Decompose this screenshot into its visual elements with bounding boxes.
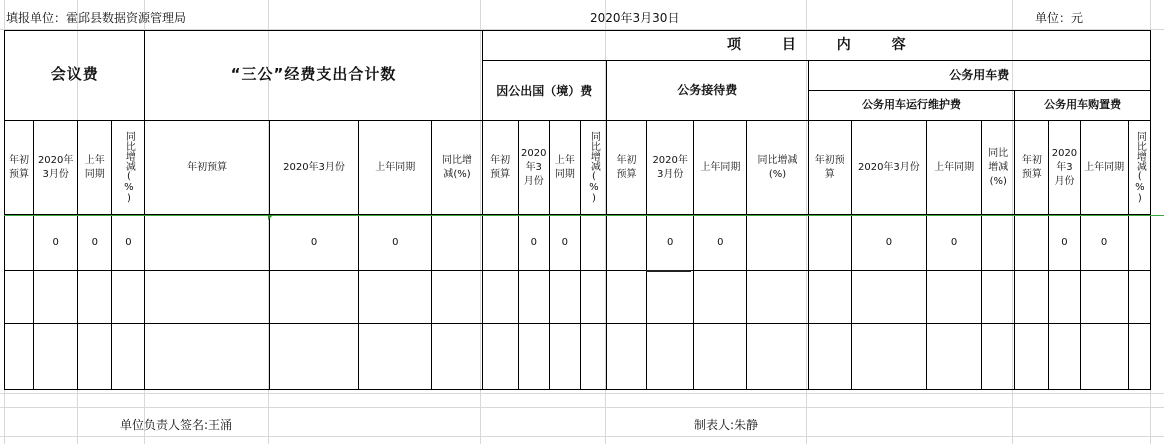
cell[interactable] [1049, 271, 1080, 324]
col-purchase-budget: 年初预算 [1015, 121, 1049, 215]
col-maintain-budget: 年初预算 [808, 121, 851, 215]
cell[interactable]: 0 [694, 215, 747, 271]
cell[interactable] [5, 324, 34, 390]
cell[interactable] [1015, 215, 1049, 271]
cell[interactable] [359, 271, 432, 324]
leader-signature-label: 单位负责人签名: [120, 418, 209, 432]
cell[interactable] [694, 324, 747, 390]
table-maker-label: 制表人: [694, 418, 735, 432]
cell[interactable]: 0 [112, 215, 145, 271]
cell[interactable] [482, 215, 518, 271]
cell[interactable]: 0 [78, 215, 112, 271]
header-three-public-total-text: “三公”经费支出合计数 [230, 65, 397, 83]
cell[interactable] [606, 324, 646, 390]
col-reception-prev: 上年同期 [694, 121, 747, 215]
cell[interactable]: 0 [518, 215, 549, 271]
cell[interactable] [1049, 324, 1080, 390]
cell[interactable] [694, 271, 747, 324]
cell[interactable] [1128, 324, 1150, 390]
cell[interactable] [112, 271, 145, 324]
header-project-content [482, 31, 1150, 61]
col-total-budget: 年初预算 [145, 121, 269, 215]
cell[interactable] [112, 324, 145, 390]
cell[interactable]: 0 [851, 215, 926, 271]
col-meeting-march: 2020年3月份 [34, 121, 78, 215]
leader-signature [120, 416, 232, 433]
cell[interactable] [432, 324, 482, 390]
cell[interactable] [5, 215, 34, 271]
report-unit-name: 霍邱县数据资源管理局 [66, 11, 187, 25]
cell[interactable] [747, 271, 808, 324]
cell[interactable] [808, 324, 851, 390]
cell[interactable] [482, 324, 518, 390]
col-maintain-prev: 上年同期 [927, 121, 982, 215]
col-purchase-yoy: 同比增减(%) [1128, 121, 1150, 215]
cell[interactable] [34, 271, 78, 324]
cell[interactable] [982, 324, 1015, 390]
page-break-line [4, 215, 1164, 216]
cell[interactable] [851, 271, 926, 324]
header-vehicle-purchase-text: 公务用车购置费 [1044, 98, 1122, 111]
header-vehicle-maintenance [808, 91, 1015, 121]
col-meeting-prev: 上年同期 [78, 121, 112, 215]
col-reception-march: 2020年3月份 [647, 121, 694, 215]
report-unit-label: 填报单位： [6, 11, 67, 25]
cell[interactable] [580, 271, 606, 324]
cell[interactable] [927, 324, 982, 390]
col-abroad-march: 2020年3月份 [518, 121, 549, 215]
cell[interactable] [482, 271, 518, 324]
expense-report-table [4, 30, 1151, 390]
col-abroad-budget: 年初预算 [482, 121, 518, 215]
leader-signature-name: 王涌 [208, 418, 233, 432]
cell[interactable] [647, 324, 694, 390]
cell[interactable]: 0 [1080, 215, 1128, 271]
cell[interactable] [518, 324, 549, 390]
header-reception-fee-text: 公务接待费 [677, 82, 738, 97]
col-reception-yoy: 同比增减(%) [747, 121, 808, 215]
cell[interactable] [549, 324, 580, 390]
header-vehicle-purchase [1015, 91, 1151, 121]
header-vehicle-fee-text: 公务用车费 [949, 67, 1010, 82]
cell[interactable]: 0 [34, 215, 78, 271]
header-project-content-text: 项 目 内 容 [726, 36, 924, 53]
cell[interactable]: 0 [359, 215, 432, 271]
header-three-public-total [145, 31, 482, 121]
cell[interactable] [34, 324, 78, 390]
cell[interactable] [927, 271, 982, 324]
cell[interactable] [1015, 324, 1049, 390]
header-abroad-fee [482, 61, 606, 121]
sheet-gridline [0, 436, 1164, 437]
cell[interactable] [549, 271, 580, 324]
header-vehicle-maintenance-text: 公务用车运行维护费 [861, 98, 961, 111]
cell[interactable] [747, 215, 808, 271]
col-meeting-budget: 年初预算 [5, 121, 34, 215]
cell[interactable] [606, 215, 646, 271]
cell[interactable] [580, 215, 606, 271]
cell[interactable] [606, 271, 646, 324]
col-total-yoy: 同比增减(%) [432, 121, 482, 215]
cell[interactable]: 0 [647, 215, 694, 271]
table-row [5, 215, 1151, 271]
currency-unit [1035, 9, 1083, 26]
col-purchase-prev: 上年同期 [1080, 121, 1128, 215]
cell[interactable] [982, 215, 1015, 271]
cell[interactable]: 0 [269, 215, 358, 271]
cell[interactable] [647, 271, 694, 324]
col-maintain-march: 2020年3月份 [851, 121, 926, 215]
cell[interactable]: 0 [1049, 215, 1080, 271]
col-abroad-yoy: 同比增减(%) [580, 121, 606, 215]
cell[interactable] [78, 324, 112, 390]
header-vehicle-fee [808, 61, 1150, 91]
cell[interactable] [1128, 215, 1150, 271]
currency-label: 单位： [1035, 11, 1072, 25]
report-unit [6, 9, 186, 26]
cell[interactable] [432, 215, 482, 271]
cell[interactable] [808, 215, 851, 271]
cell[interactable] [5, 271, 34, 324]
table-row [5, 271, 1151, 324]
col-reception-budget: 年初预算 [606, 121, 646, 215]
col-abroad-prev: 上年同期 [549, 121, 580, 215]
cell[interactable] [1015, 271, 1049, 324]
cell[interactable] [1080, 324, 1128, 390]
table-maker [694, 416, 758, 433]
cell[interactable] [269, 271, 358, 324]
cell[interactable] [580, 324, 606, 390]
col-purchase-march: 2020年3月份 [1049, 121, 1080, 215]
cell[interactable] [1080, 271, 1128, 324]
currency-value: 元 [1071, 11, 1084, 25]
col-total-march: 2020年3月份 [269, 121, 358, 215]
sheet-gridline [0, 393, 1164, 394]
cell[interactable] [145, 215, 269, 271]
cell[interactable]: 0 [549, 215, 580, 271]
header-meeting-fee-text: 会议费 [50, 65, 99, 83]
cell[interactable] [359, 324, 432, 390]
cell[interactable] [1128, 271, 1150, 324]
header-meeting-fee [5, 31, 145, 121]
cell[interactable] [747, 324, 808, 390]
cell[interactable] [145, 324, 269, 390]
sheet-gridline [0, 407, 1164, 408]
cell[interactable] [78, 271, 112, 324]
cell[interactable] [518, 271, 549, 324]
cell[interactable]: 0 [927, 215, 982, 271]
header-abroad-fee-text: 因公出国（境）费 [496, 83, 593, 98]
active-cell-indicator [646, 270, 691, 272]
table-row [5, 324, 1151, 390]
cell[interactable] [145, 271, 269, 324]
col-meeting-yoy: 同比增减(%) [112, 121, 145, 215]
cell[interactable] [432, 271, 482, 324]
col-maintain-yoy: 同比增减(%) [982, 121, 1015, 215]
report-date: 2020年3月30日 [590, 11, 680, 25]
cell[interactable] [808, 271, 851, 324]
cell-comment-marker [268, 215, 273, 220]
header-reception-fee [606, 61, 808, 121]
table-maker-name: 朱静 [734, 418, 759, 432]
cell[interactable] [269, 324, 358, 390]
col-total-prev: 上年同期 [359, 121, 432, 215]
cell[interactable] [851, 324, 926, 390]
cell[interactable] [982, 271, 1015, 324]
